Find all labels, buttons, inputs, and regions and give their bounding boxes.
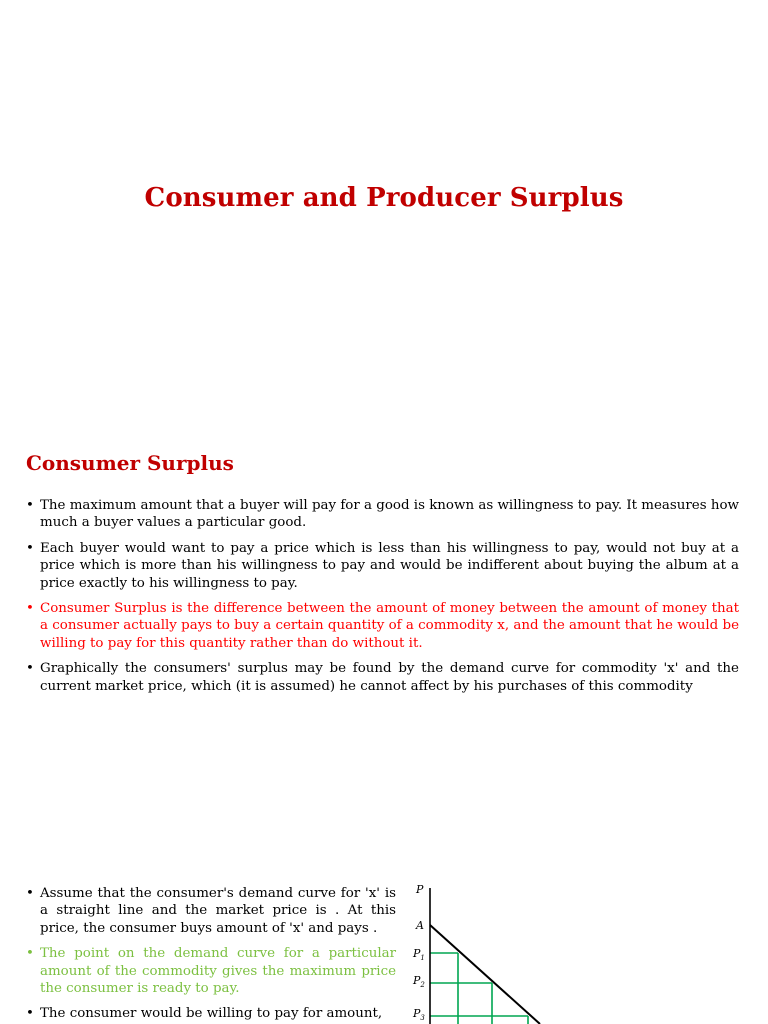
bullet-item-highlighted: • Consumer Surplus is the difference between the amount of money between the amount of money that a consumer actually pays to buy a certain quantity of a commodity x, and the amount that he would be willing to pay for this quantity rather than do without it. — [26, 600, 739, 652]
bullet-item: • Graphically the consumers' surplus may be found by the demand curve for commodity 'x' and the current market price, which (it is assumed) he cannot affect by his purchases of this commodity — [26, 660, 739, 695]
price-label-p3: $P_3$ — [413, 1007, 425, 1022]
lower-bullet-list — [26, 885, 396, 1024]
page-title: Consumer and Producer Surplus — [144, 183, 624, 213]
section-heading: Consumer Surplus — [26, 451, 234, 475]
point-a-label: A — [416, 919, 424, 932]
demand-curve — [430, 925, 540, 1024]
price-label-p2: $P_2$ — [413, 974, 425, 989]
bullet-item: • Each buyer would want to pay a price which is less than his willingness to pay, would not buy at a price which is more than his willingness to pay and would be indifferent about buying the album at a price exactly to his willingness to pay. — [26, 540, 739, 592]
bullet-list — [26, 497, 739, 703]
y-axis-label: P — [416, 883, 424, 896]
surplus-grid — [430, 953, 528, 1024]
bullet-item: • The consumer would be willing to pay for amount, — [26, 1005, 396, 1022]
demand-curve-graph — [400, 878, 600, 1024]
bullet-item: • The maximum amount that a buyer will pay for a good is known as willingness to pay. It measures how much a buyer values a particular good. — [26, 497, 739, 532]
bullet-item: • Assume that the consumer's demand curve for 'x' is a straight line and the market price is . At this price, the consumer buys amount of 'x' and pays . — [26, 885, 396, 937]
bullet-item-highlighted: • The point on the demand curve for a particular amount of the commodity gives the maximum price the consumer is ready to pay. — [26, 945, 396, 997]
price-label-p1: $P_1$ — [413, 947, 425, 962]
